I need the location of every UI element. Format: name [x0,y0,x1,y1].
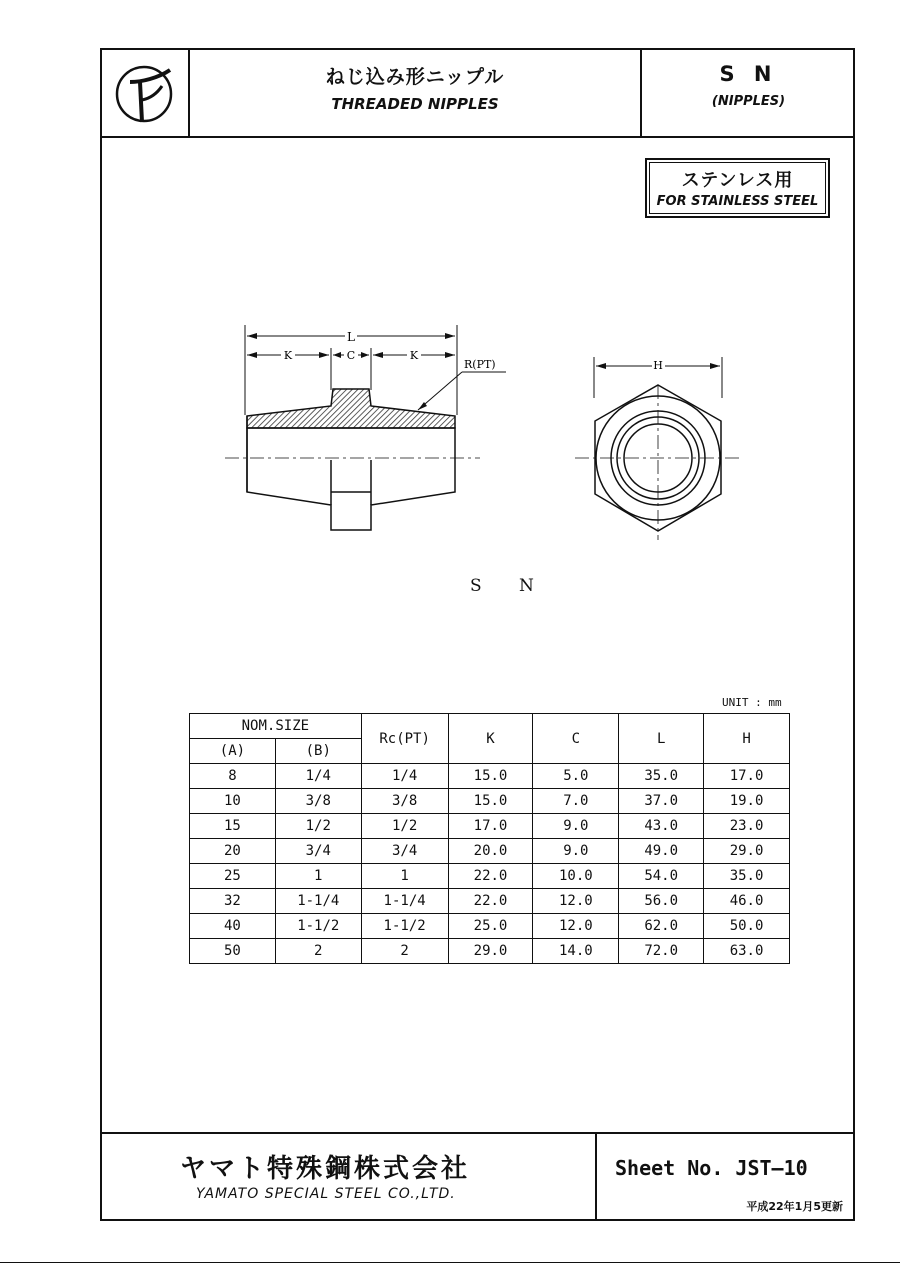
bottom-rule [0,1262,900,1263]
cell-l: 54.0 [619,864,704,889]
cell-rc: 1 [361,864,448,889]
col-h: H [704,714,790,764]
company-name-jp: ヤマト特殊鋼株式会社 [180,1154,471,1184]
cell-c: 14.0 [533,939,619,964]
cell-h: 29.0 [704,839,790,864]
cell-k: 29.0 [448,939,533,964]
cell-l: 35.0 [619,764,704,789]
cell-rc: 3/8 [361,789,448,814]
cell-a: 40 [190,914,276,939]
cell-b: 2 [275,939,361,964]
company-name-en: YAMATO SPECIAL STEEL CO.,LTD. [196,1186,456,1202]
cell-a: 8 [190,764,276,789]
badge-jp: ステンレス用 [681,170,794,191]
cell-rc: 3/4 [361,839,448,864]
col-l: L [619,714,704,764]
figure-label: S N [470,576,550,596]
cell-c: 7.0 [533,789,619,814]
col-rc: Rc(PT) [361,714,448,764]
table-row [190,939,790,964]
cell-h: 23.0 [704,814,790,839]
cell-k: 17.0 [448,814,533,839]
cell-a: 50 [190,939,276,964]
table-row [190,789,790,814]
cell-k: 20.0 [448,839,533,864]
cell-l: 49.0 [619,839,704,864]
sheet-number: Sheet No. JST—10 [615,1156,808,1180]
table-row [190,839,790,864]
table-row [190,764,790,789]
dim-L-label: L [347,330,355,344]
cell-c: 9.0 [533,814,619,839]
dim-C-label: C [346,349,356,362]
cell-a: 15 [190,814,276,839]
cell-c: 5.0 [533,764,619,789]
cell-rc: 2 [361,939,448,964]
col-nom-size: NOM.SIZE [190,714,362,739]
unit-label: UNIT : mm [722,696,782,709]
dimension-table [189,713,790,964]
badge-en: FOR STAINLESS STEEL [656,194,819,209]
cell-h: 50.0 [704,914,790,939]
col-k: K [448,714,533,764]
cell-b: 1/2 [275,814,361,839]
cell-b: 1-1/4 [275,889,361,914]
cell-rc: 1/2 [361,814,448,839]
cell-k: 22.0 [448,889,533,914]
cell-c: 9.0 [533,839,619,864]
dim-K-right-label: K [409,349,419,362]
thread-label: R(PT) [464,358,496,371]
cell-b: 3/4 [275,839,361,864]
cell-l: 62.0 [619,914,704,939]
cell-rc: 1/4 [361,764,448,789]
cell-l: 56.0 [619,889,704,914]
table-row [190,889,790,914]
cell-c: 12.0 [533,889,619,914]
cell-b: 1 [275,864,361,889]
title-jp: ねじ込み形ニップル [325,66,505,88]
cell-k: 22.0 [448,864,533,889]
cell-b: 1/4 [275,764,361,789]
cell-h: 46.0 [704,889,790,914]
cell-a: 32 [190,889,276,914]
cell-l: 37.0 [619,789,704,814]
nipple-side-view [247,389,455,530]
cell-c: 10.0 [533,864,619,889]
dim-K-left-label: K [283,349,293,362]
product-code-sub: (NIPPLES) [711,94,786,109]
col-c: C [533,714,619,764]
revision-date: 平成22年1月5更新 [746,1200,843,1213]
dim-H-label: H [653,359,663,372]
cell-l: 72.0 [619,939,704,964]
cell-c: 12.0 [533,914,619,939]
cell-b: 1-1/2 [275,914,361,939]
table-row [190,864,790,889]
cell-h: 19.0 [704,789,790,814]
cell-a: 25 [190,864,276,889]
col-b: (B) [275,739,361,764]
cell-a: 20 [190,839,276,864]
cell-rc: 1-1/2 [361,914,448,939]
cell-rc: 1-1/4 [361,889,448,914]
cell-h: 35.0 [704,864,790,889]
cell-k: 15.0 [448,764,533,789]
footer-company [100,1132,597,1221]
title-en: THREADED NIPPLES [331,95,499,113]
cell-k: 25.0 [448,914,533,939]
footer-sheet [597,1132,855,1221]
cell-h: 17.0 [704,764,790,789]
cell-k: 15.0 [448,789,533,814]
cell-a: 10 [190,789,276,814]
table-row [190,814,790,839]
centerlines [225,385,740,540]
cell-h: 63.0 [704,939,790,964]
cell-b: 3/8 [275,789,361,814]
cell-l: 43.0 [619,814,704,839]
col-a: (A) [190,739,276,764]
table-row [190,914,790,939]
product-code: S N [719,62,778,86]
